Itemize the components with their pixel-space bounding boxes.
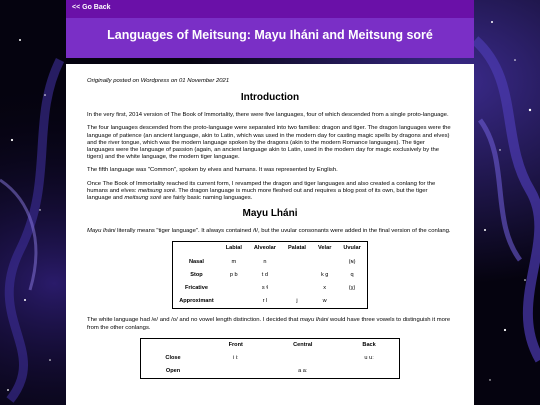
table-cell — [339, 365, 399, 379]
intro-p4-text-a: Once The Book of Immortality reached its current form, I revamped the dragon and tiger languages and also created a conlang for the humans and elves: — [87, 180, 436, 194]
table-cell: r l — [262, 298, 268, 305]
mayu-p1-term: Mayu lháni — [87, 228, 116, 235]
table-cell: n — [263, 258, 267, 265]
mayu-paragraph-1 — [87, 228, 453, 235]
table-cell: k g — [320, 271, 329, 278]
mayu-p2-text-a: The white language had /e/ and /o/ and no vowel length distinction. I decided that — [87, 317, 300, 324]
intro-heading: Introduction — [240, 92, 300, 104]
table-cell: t d — [261, 271, 269, 278]
intro-paragraph-3: The fifth language was "Common", spoken by elves and humans. It was represented by English. — [87, 167, 338, 174]
table-cell: x — [323, 285, 327, 292]
table-cell: i iː — [232, 355, 239, 362]
table-row — [173, 282, 368, 295]
row-header: Stop — [190, 271, 203, 278]
table-row — [141, 365, 400, 379]
vowel-header-cell: Central — [293, 341, 313, 348]
top-nav-bar — [66, 0, 474, 18]
consonant-header-row — [173, 242, 368, 256]
intro-paragraph-4 — [87, 181, 453, 203]
go-back-link[interactable]: << Go Back — [72, 4, 111, 11]
table-cell: p b — [229, 271, 238, 278]
table-cell — [266, 352, 339, 365]
table-row — [173, 295, 368, 309]
table-cell: u uː — [364, 355, 374, 362]
table-cell — [220, 282, 248, 295]
intro-p4-term-2: meitsung soré — [124, 195, 162, 202]
row-header: Fricative — [184, 285, 208, 292]
table-row — [173, 269, 368, 282]
table-cell: w — [322, 298, 327, 305]
consonant-header-cell: Palatal — [287, 245, 306, 252]
table-row — [141, 352, 400, 365]
mayu-paragraph-2 — [87, 317, 453, 331]
vowel-header-cell — [141, 338, 206, 352]
intro-p4-text-e: are fairly basic naming languages. — [161, 195, 253, 202]
vowel-header-cell: Front — [228, 341, 243, 348]
table-cell: s ɬ — [261, 285, 268, 292]
intro-paragraph-2: The four languages descended from the proto-language were separated into two families: dragon and tiger. The dragon languages were the language of patience (an ancient language, akin to Latin, which was used in the modern day for casting magic spells by dragons and elves) and the river tongue, which was the modern language spoken by the dragons (akin to the modern Romance languages). The tiger languages were the language of passion (again, an ancient language akin to Latin, used in the modern day for magic exclusively by the tigers) and the white language, the modern tiger language. — [87, 125, 451, 161]
page-title: Languages of Meitsung: Mayu Iháni and Meitsung soré — [107, 28, 433, 42]
mayu-p1-text: literally means "tiger language". It always contained /ɬ/, but the uvular consonants were added in the final version of the conlang. — [115, 228, 451, 235]
posted-date: Originally posted on Wordpress on 01 November 2021 — [87, 78, 230, 84]
table-cell: a aː — [298, 368, 308, 375]
mayu-p2-text-c: would have three vowels to distinguish it more from the other conlangs. — [87, 317, 451, 331]
consonant-table — [172, 241, 368, 309]
vowel-header-cell: Back — [362, 341, 376, 348]
row-header: Nasal — [188, 258, 204, 265]
table-cell — [337, 295, 367, 309]
mayu-p2-term: mayu lháni — [299, 317, 329, 324]
consonant-header-cell — [173, 242, 220, 256]
vowel-header-row — [141, 338, 400, 352]
table-cell: j — [296, 298, 298, 305]
table-cell: m — [231, 258, 237, 265]
consonant-header-cell: Labial — [225, 245, 242, 252]
row-header: Close — [165, 355, 181, 362]
table-row — [173, 256, 368, 269]
table-cell — [312, 256, 337, 269]
table-cell: (χ) — [348, 285, 356, 292]
intro-p4-text-c: . The dragon language is much more fleshed out and requires a blog post of its own, but the tiger language and — [87, 187, 428, 202]
table-cell — [282, 269, 312, 282]
consonant-header-cell: Alveolar — [253, 245, 276, 252]
intro-p4-term-1: meitsung soré — [138, 187, 176, 194]
article-content — [66, 64, 474, 405]
row-header: Open — [165, 368, 181, 375]
mayu-heading: Mayu Lháni — [242, 208, 298, 220]
intro-paragraph-1: In the very first, 2014 version of The Book of Immortality, there were five languages, four of which descended from a single proto-language. — [87, 112, 449, 119]
table-cell — [282, 256, 312, 269]
consonant-header-cell: Velar — [318, 245, 332, 252]
table-cell — [220, 295, 248, 309]
row-header: Approximant — [179, 298, 214, 305]
vowel-table — [140, 338, 400, 380]
consonant-header-cell: Uvular — [343, 245, 361, 252]
table-cell — [205, 365, 266, 379]
table-cell — [282, 282, 312, 295]
table-cell: (ɴ) — [348, 258, 356, 265]
page-header — [66, 18, 474, 58]
table-cell: q — [350, 271, 354, 278]
